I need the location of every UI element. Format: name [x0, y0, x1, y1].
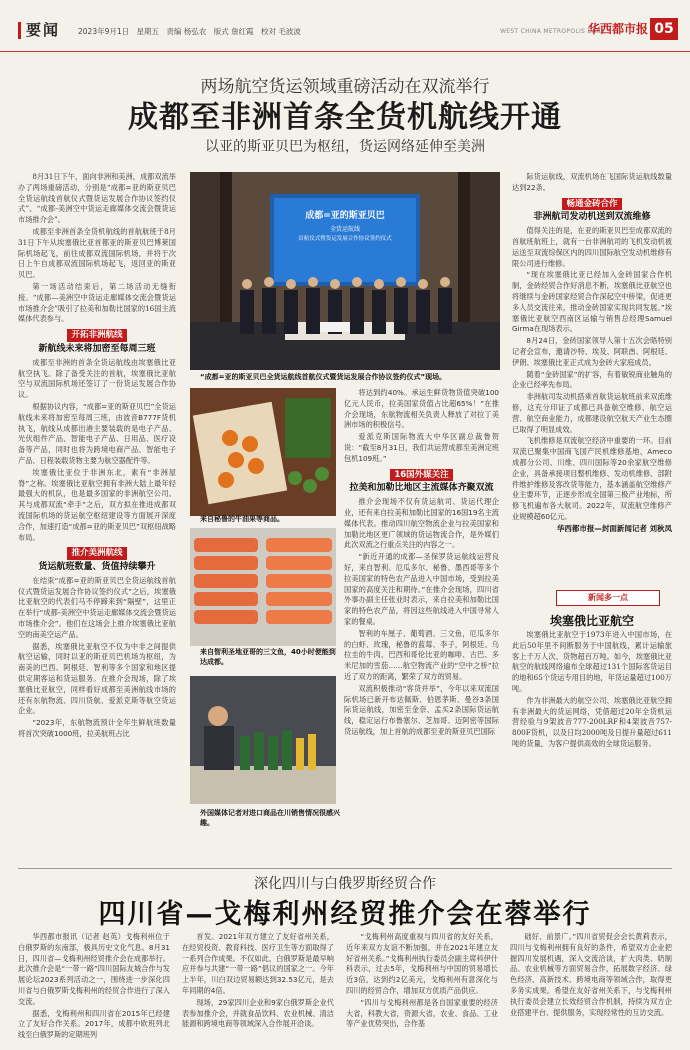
sidebar-body [512, 630, 672, 862]
issue-date: 2023年9月1日 [78, 27, 130, 36]
article-intro: 8月31日下午，面向非洲和美洲，成都双流举办了两场重磅活动，分别是“成都=亚的斯亚贝巴全货运航线首航仪式暨货运发展合作协议签约仪式”、“成都-美洲空中货运走廊媒体交流会暨货运市场推介会”。 [18, 172, 176, 225]
headline: 成都至非洲首条全货机航线开通 [128, 100, 562, 135]
reporters-illustration [190, 676, 336, 804]
article-paragraph: 第一场活动结束后，第二场活动无缝衔接。“成都—美洲空中货运走廊媒体交流会暨货运市场推介会”吸引了拉美和加勒比国家的16国主流媒体代表参与。 [18, 281, 176, 324]
article-paragraph: “四川与戈梅利州都是各自国家重要的经济大省，科教大省，资源大省，农业、食品、工业等产业优势突出，合作基 [346, 997, 498, 1029]
article-paragraph: 值得关注的是，在亚的斯亚贝巴至成都双流的首航班航班上，就有一台非洲航司的飞机发动机被运送至双流综保区内的四川国际航空发动机维修有限公司进行维修。 [512, 226, 672, 268]
photo-caption: 来自智利圣地亚哥的三文鱼，40小时便能到达成都。 [200, 648, 336, 666]
media-reporters-photo [190, 676, 336, 804]
article-paragraph: “戈梅利州高度重视与四川省的友好关系，近年来双方友谊不断加强，并在2021年建立友好省州关系。”戈梅利州执行委员会副主席科伊什科表示，过去5年，戈梅利州与中国的贸易增长近3倍，达到约2亿美元，戈梅利州有意深化与四川的经贸合作，增加双方优质产品供应。 [346, 932, 498, 995]
screen-subtitle-2: 首航仪式暨货运发展合作协议签约仪式 [298, 236, 392, 242]
photo-caption: 来自秘鲁的牛油果等商品。 [200, 515, 284, 523]
article-paragraph: 础好、前景广。”四川省贸促会会长黄莉表示，四川与戈梅利州拥有良好的条件，希望双方企业把握四川发展机遇，深入交流洽谈，扩大肉类、奶制品、农业机械等方面贸易合作，拓展数字经济、绿色经济、高新技术、跨境电商等领域合作，取得更多务实成果。希望在友好省州关系下，与戈梅利州执行委员会建立长效经贸合作机制，持续为双方企业搭建平台、提供服务，实现经常性的互访交流。 [510, 932, 672, 1017]
page-number: 05 [650, 18, 678, 40]
bottom-headline: 四川省—戈梅利州经贸推介会在蓉举行 [98, 899, 592, 930]
section-divider [18, 868, 672, 869]
article-paragraph: “新近开通的成都—圣保罗货运航线运营良好，来自智利、厄瓜多尔、秘鲁、墨西哥等多个拉美国家的特色农产品进入中国市场，受到拉美国家的高度关注和期待。”在推介会现场，四川省外事办副主任张业时表示，来自拉美和加勒比国家的特色农产品，将因这些航线进入中国寻常人家的餐桌。 [344, 552, 499, 626]
article-paragraph: 首发。2021年双方建立了友好省州关系，在经贸投资、教育科技、医疗卫生等方面取得了一系列合作成果。不仅如此，白俄罗斯是最早响应并参与共建“一带一路”倡议的国家之一。今年上半年，川白双边贸易额达到32.53亿元，是去年同期的4倍。 [182, 932, 334, 995]
issue-weekday: 星期五 [136, 27, 160, 36]
article-paragraph: 爱派克斯国际物流大中华区副总裁鲁贺说：“截至8月31日，我们共运营成都至美洲定班包机109班。” [344, 432, 499, 463]
article-paragraph: 推介会现场不仅有货运航司、货运代理企业，还有来自拉美和加勒比国家的16国19名主流媒体代表。推动四川航空物流企业与拉美国家和加勒比地区更广领域的货运物流合作，是外媒们此次双流之行重点关注的内容之一。 [344, 497, 499, 550]
section-title: 要闻 [18, 22, 60, 39]
article-paragraph: “现在埃塞俄比亚已经加入金砖国家合作机制，金砖经贸合作好消息不断，埃塞俄比亚航空也将继续与金砖国家经贸合作深起空中桥梁，促进更多人员交流往来，推动金砖国家实现共同发展。”埃塞俄比亚航空西南区运输与销售总经理Samuel Girma在现场表示。 [512, 270, 672, 334]
section-subhead: 拉美和加勒比地区主流媒体齐聚双流 [349, 483, 494, 494]
masthead-meta [78, 26, 306, 37]
bottom-column-1 [18, 932, 170, 1044]
bottom-column-2 [182, 932, 334, 1044]
salmon-illustration [190, 528, 336, 646]
proof-credit: 校对 毛波波 [260, 27, 301, 36]
article-paragraph: 埃塞俄比亚航空于1973年进入中国市场，在此后50年里不间断服务于中国航线，累计运输旅客上千万人次、货物超百万吨。如今，埃塞俄比亚航空的航线网络遍布全球超过131个国际客货运目的地和65个货运专用目的地，年货运量超过100万吨。 [512, 630, 672, 693]
paper-logo: 华西都市报 [588, 22, 649, 36]
avocado-products-photo [190, 388, 336, 516]
article-paragraph: 智利的车厘子、葡萄酒、三文鱼，厄瓜多尔的白虾、玫瑰，秘鲁的蓝莓、李子，阿根廷、乌拉圭的牛肉，巴西和哥伦比亚的咖啡、古巴、多米尼加的雪茄……航空物流产业的“空中之桥”拉近了双方的距离，繁荣了双方的贸易。 [344, 628, 499, 681]
screen-subtitle: 全货运航线 [329, 226, 360, 233]
photo-caption: “成都=亚的斯亚贝巴全货运航线首航仪式暨货运发展合作协议签约仪式”现场。 [200, 373, 447, 381]
article-paragraph: 际货运航线，双流机场在飞国际货运航线数量达到22条。 [512, 172, 672, 192]
article-paragraph: 作为非洲最大的航空公司、埃塞俄比亚航空拥有非洲最大的货运网络，凭借超过20年全货机运营经验与9架波音777-200LRF和4架波音757-800F货机，以及日均2000吨及日提升量超过611吨的货量，为客户提供高效的全球货运服务。 [512, 695, 672, 748]
article-column-4 [512, 172, 672, 584]
section-subhead: 新航线未来将加密至每周三班 [38, 343, 156, 354]
masthead [0, 0, 690, 52]
article-paragraph: 成都至非洲的首条全货运航线由埃塞俄比亚航空执飞。除了备受关注的首航，埃塞俄比亚航空与双流国际机场还签订了一份货运发展合作协议。 [18, 357, 176, 400]
avocado-illustration [190, 388, 336, 516]
section-kicker: 畅通金砖合作 [562, 198, 621, 211]
article-paragraph: 双流积极推动“客货并举”，今年以来双流国际机场已新开布达佩斯、伯恩茅斯、曼谷3条国际货运航线，加密至金奈、孟买2条国际货运航线，稳定运行布鲁塞尔、芝加哥、迈阿密等国际货运航线，加上首航的成都至亚的斯亚贝巴国际 [344, 683, 499, 736]
editor-credit: 责编 杨弘农 [166, 27, 207, 36]
screen-title: 成都=亚的斯亚贝巴 [305, 211, 385, 221]
article-paragraph: 在结束“成都=亚的斯亚贝巴全货运航线首航仪式暨货运发展合作协议签约仪式”之后，埃塞俄比亚航空的代表们马不停蹄来到“隔壁”，这里正在举行“成都-美洲空中货运走廊媒体交流会暨货运市场推介会”。他们在这场会上推介埃塞俄比亚航空的南美空运产品。 [18, 575, 176, 639]
article-paragraph: 飞机维修是双流航空经济中重要的一环。目前双流已聚集中国商飞国产民机维修基地、Ameco成都分公司、川维、四川国际等20余家航空维修企业，具备承接项目整机维修、发动机维修、部附件维护维修及客改货等能力，基本涵盖航空维修产业主要环节，正逐步形成全国第三极产业地标，所修飞机遍布各大航司。2022年，双流航空维修产业规模超60亿元。 [512, 436, 672, 521]
article-column-3 [344, 388, 499, 864]
photo-caption: 外国媒体记者对进口商品在川销售情况很感兴趣。 [200, 809, 340, 827]
article-paragraph: 根据协议内容，“成都=亚的斯亚贝巴”全货运航线未来将加密至每周三班，由波音B777F货机执飞，航线从成都出港主要装载的是电子产品、光伏组件产品、智能电子产品、日用品、医疗设备等产品，同时也将为跨境电商产品、智能电子产品、日程装载货物主要为航空器配件等。 [18, 401, 176, 465]
signing-ceremony-photo [190, 172, 500, 370]
headline-kicker: 两场航空货运领域重磅活动在双流举行 [200, 77, 490, 97]
section-subhead: 货运航班数量、货值持续攀升 [38, 562, 156, 573]
section-kicker: 16国外媒关注 [390, 469, 452, 482]
article-paragraph: 华西都市报讯（记者 赵英）戈梅利州位于白俄罗斯的东南部，极具历史文化气息。8月31日，四川省—戈梅利州经贸推介会在成都举行。此次推介会是“一带一路”四川国际友城合作与发展论坛2023系列活动之一，围绕进一步深化四川省与白俄罗斯戈梅利州的经贸合作进行了深入交流。 [18, 932, 170, 1006]
byline: 华西都市报—封面新闻记者 刘秋凤 [556, 523, 672, 533]
signing-ceremony-illustration [190, 172, 500, 370]
salmon-photo [190, 528, 336, 646]
article-paragraph: 将达到约40%。承运生鲜货物货值突破100亿元人民币，拉美国家货值占比超65%！”在推介会现场，东航物流相关负责人释放了对拉丁美洲市场的积极信号。 [344, 388, 499, 430]
bottom-kicker: 深化四川与白俄罗斯经贸合作 [254, 876, 436, 892]
article-paragraph: 非洲航司发动机搭乘首航货运航班前来双流维修，这充分印证了成都已具备航空维修、航空运营、航空商业能力，成都建设航空航天产业生态圈已取得了明显成效。 [512, 392, 672, 434]
article-column-1 [18, 172, 176, 862]
headline-subtitle: 以亚的斯亚贝巴为枢纽，货运网络延伸至美洲 [205, 139, 485, 155]
article-paragraph: 随着“金砖国家”的扩容，有着敏锐商业触角的企业已经率先布局。 [512, 369, 672, 390]
article-paragraph: 据悉，埃塞俄比亚航空不仅为中非之间提供航空运输，同时以亚的斯亚贝巴机场为枢纽，为南美的巴西、阿根廷、智利等多个国家和地区提供定期客运和货运服务。在推介会现场，除了埃塞俄比亚航空，同样看好成都至美洲航线市场的还有东航物流、四川货航、爱派克斯等航空货运企业。 [18, 641, 176, 716]
section-subhead: 非洲航司发动机送到双流维修 [533, 212, 651, 223]
bottom-column-4 [510, 932, 672, 1044]
sidebar-title: 埃塞俄比亚航空 [549, 614, 634, 628]
article-paragraph: 据悉，戈梅利州和四川省在2015年已经建立了友好合作关系。2017年，成都中欧班列北线至白俄罗斯的定期班列 [18, 1008, 170, 1040]
news-box-label: 新闻多一点 [556, 590, 660, 606]
article-paragraph: “2023年，东航物流预计全年生鲜航班数量将首次突破1000班，拉美航班占比 [18, 718, 176, 739]
article-paragraph: 现场，29家四川企业和9家白俄罗斯企业代表参加推介会，并就食品饮料、农业机械、清洁能源和跨境电商等领域深入合作展开洽谈。 [182, 997, 334, 1029]
section-kicker: 开拓非洲航线 [67, 329, 126, 342]
layout-credit: 版式 詹红霞 [213, 27, 254, 36]
paper-english-name: WEST CHINA METROPOLIS DAILY [500, 28, 606, 35]
article-paragraph: 8月24日，金砖国家领导人第十五次会晤特别记者会宣布，邀请沙特、埃及、阿联酋、阿根廷、伊朗、埃塞俄比亚正式成为金砖大家庭成员。 [512, 336, 672, 367]
article-paragraph: 成都至非洲首条全货机航线的首航航班于8月31日下午从埃塞俄比亚首都亚的斯亚贝巴博莱国际机场起飞，前往成都双流国际机场，并将于次日上午自成都双流国际机场起飞，返回亚的斯亚贝巴。 [18, 226, 176, 280]
section-kicker: 推介美洲航线 [67, 547, 126, 560]
bottom-column-3 [346, 932, 498, 1044]
article-paragraph: 埃塞俄比亚位于非洲东北，素有“非洲屋脊”之称。埃塞俄比亚航空拥有非洲大陆上最年轻最强大的机队，也是最多国家的非洲航空公司。其与成都双流“牵手”之后，双方拟在推进成都双流国际机场的货运航空枢纽建设等方面展开深度合作，加速打造“成都=亚的斯亚贝巴”双枢纽战略布局。 [18, 467, 176, 542]
